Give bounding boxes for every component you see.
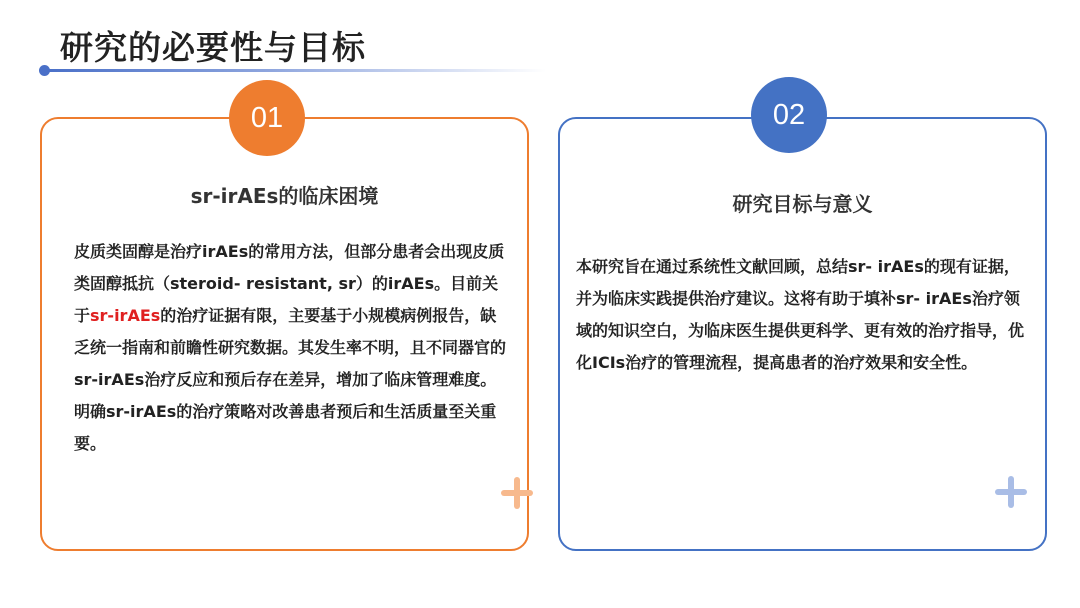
plus-icon [501, 477, 533, 509]
card-heading-clinical-dilemma: sr-irAEs的临床困境 [190, 184, 379, 208]
card-body-clinical-dilemma [74, 236, 510, 460]
page-title: 研究的必要性与目标 [60, 28, 366, 67]
body-text-part-1: 皮质类固醇是治疗irAEs的常用方法，但部分患者会出现皮质类固醇抵抗（steroid- resistant, sr）的irAEs。目前关于 [74, 242, 505, 325]
title-dot [39, 65, 50, 76]
body-text-part-2: 的治疗证据有限，主要基于小规模病例报告，缺乏统一指南和前瞻性研究数据。其发生率不明，且不同器官的sr-irAEs治疗反应和预后存在差异，增加了临床管理难度。明确sr-irAEs的治疗策略对改善患者预后和生活质量至关重要。 [74, 306, 507, 453]
plus-icon [995, 476, 1027, 508]
card-number-badge-01: 01 [229, 80, 305, 156]
body-highlight-text: sr-irAEs [90, 306, 161, 325]
card-number-badge-02: 02 [751, 77, 827, 153]
card-body-research-goals: 本研究旨在通过系统性文献回顾，总结sr- irAEs的现有证据，并为临床实践提供治疗建议。这将有助于填补sr- irAEs治疗领域的知识空白，为临床医生提供更科学、更有效的治疗指导，优化ICIs治疗的管理流程，提高患者的治疗效果和安全性。 [576, 257, 1025, 372]
title-underline [46, 69, 546, 72]
card-heading-research-goals: 研究目标与意义 [732, 192, 873, 216]
